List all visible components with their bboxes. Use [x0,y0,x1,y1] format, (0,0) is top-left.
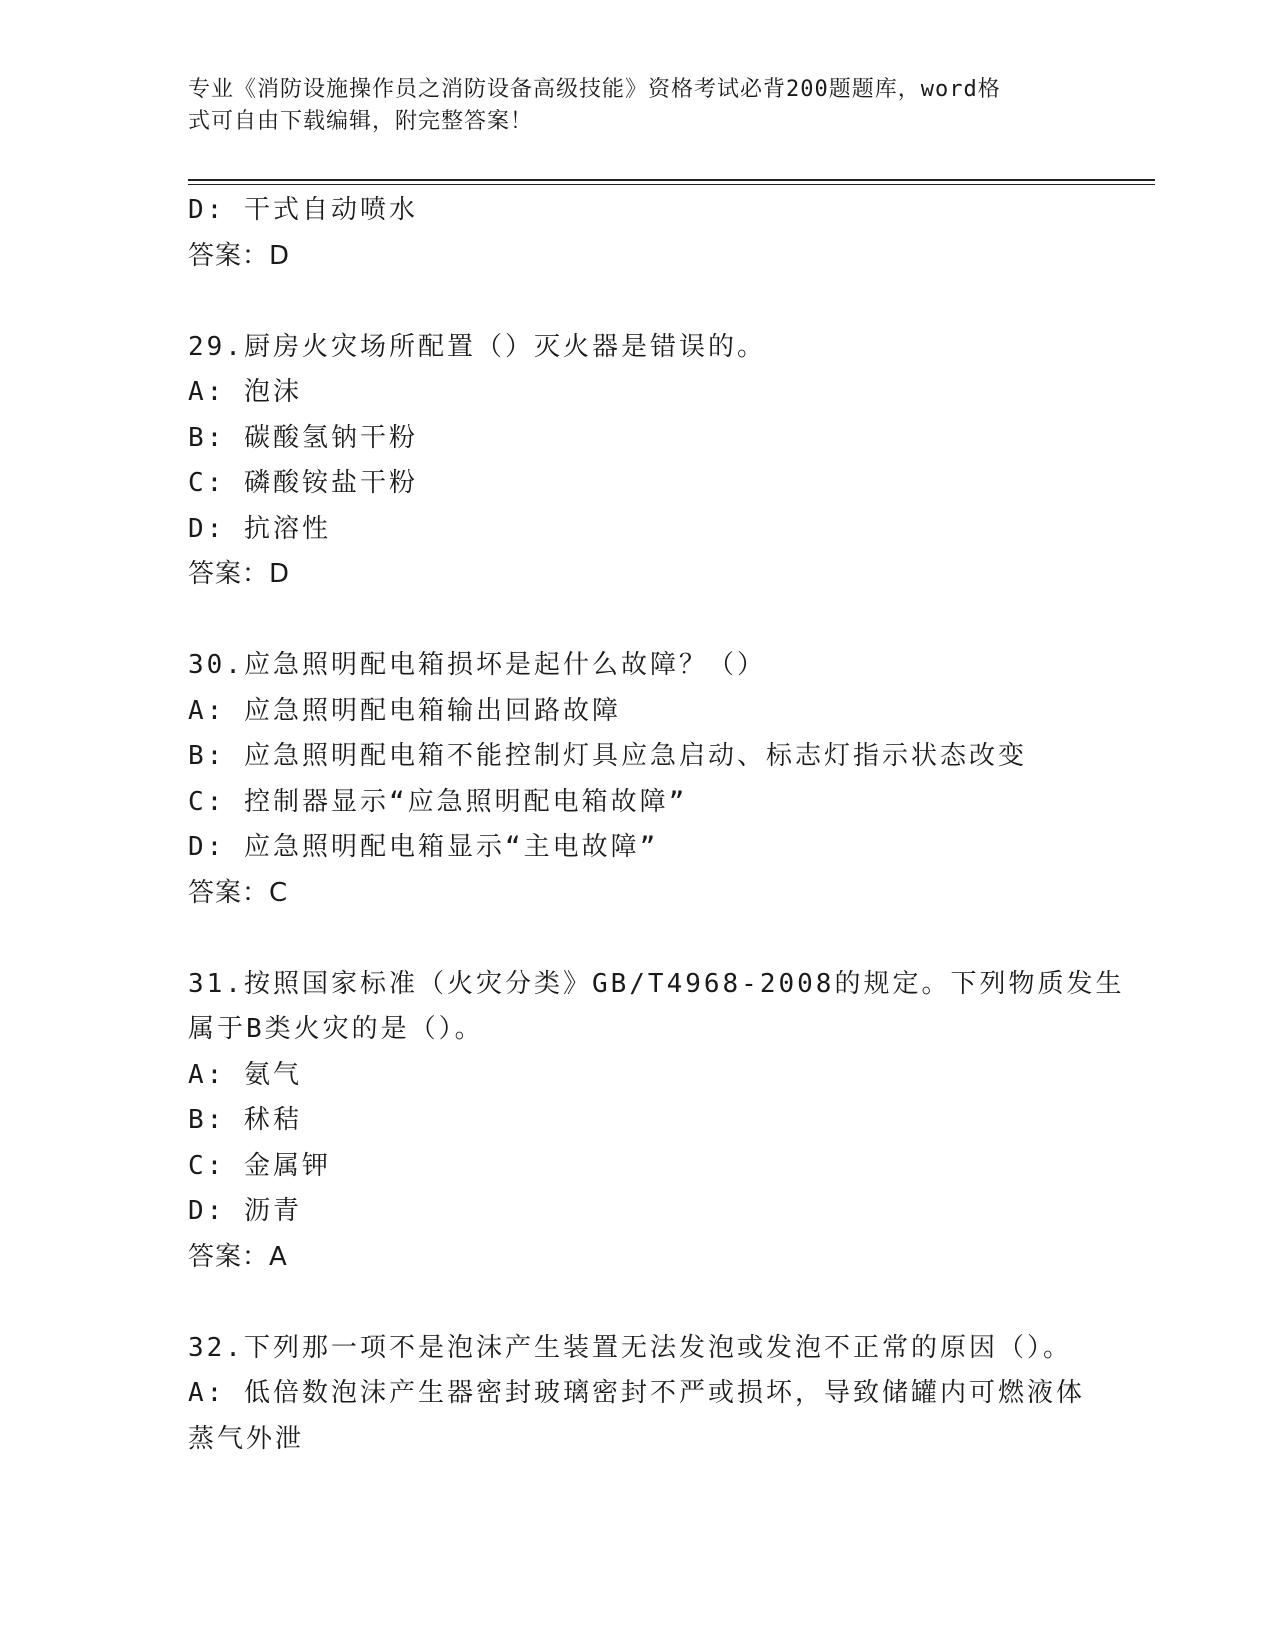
option-a-line-2: 蒸气外泄 [188,1423,305,1454]
option-a: A: 氨气 [188,1059,302,1090]
question-stem-line-2: 属于B类火灾的是（）。 [188,1014,484,1044]
spacer [188,598,1088,644]
question-stem: 29.厨房火灾场所配置（）灭火器是错误的。 [188,331,766,362]
header-rule-thick [188,179,1155,181]
header-line-1: 专业《消防设施操作员之消防设备高级技能》资格考试必背200题题库，word格 [188,77,1001,102]
answer-line: 答案：D [188,240,291,271]
option-c: C: 磷酸铵盐干粉 [188,468,418,498]
option-a-line-1: A: 低倍数泡沫产生器密封玻璃密封不严或损坏，导致储罐内可燃液体 [188,1378,1085,1408]
question-stem-line-1: 31.按照国家标准（火灾分类》GB/T4968-2008的规定。下列物质发生 [188,968,1125,999]
option-a: A: 泡沫 [188,377,302,407]
header-rule-thin [188,184,1155,185]
option-d: D: 抗溶性 [188,513,331,544]
option-c: C: 控制器显示“应急照明配电箱故障” [188,786,688,817]
option-a: A: 应急照明配电箱输出回路故障 [188,695,621,726]
spacer [188,279,1088,325]
question-29 [188,325,1088,598]
question-32 [188,1326,1088,1463]
question-31 [188,962,1125,1281]
option-d: D: 应急照明配电箱显示“主电故障” [188,832,659,862]
header-line-2: 式可自由下载编辑，附完整答案！ [188,109,534,134]
question-30 [188,643,1088,916]
question-stem: 30.应急照明配电箱损坏是起什么故障？（） [188,650,766,680]
option-d: D: 干式自动喷水 [188,195,418,225]
question-list [188,188,1125,1462]
answer-line: 答案：A [188,1241,288,1272]
option-b: B: 碳酸氢钠干粉 [188,422,418,453]
option-b: B: 应急照明配电箱不能控制灯具应急启动、标志灯指示状态改变 [188,741,1027,771]
answer-line: 答案：C [188,877,289,908]
option-b: B: 秫秸 [188,1105,302,1135]
spacer [188,1280,1088,1326]
answer-line: 答案：D [188,559,291,589]
option-c: C: 金属钾 [188,1150,331,1181]
option-d: D: 沥青 [188,1196,302,1226]
question-stem: 32.下列那一项不是泡沫产生装置无法发泡或发泡不正常的原因（）。 [188,1332,1072,1363]
document-header [188,74,1088,138]
spacer [188,916,1088,962]
